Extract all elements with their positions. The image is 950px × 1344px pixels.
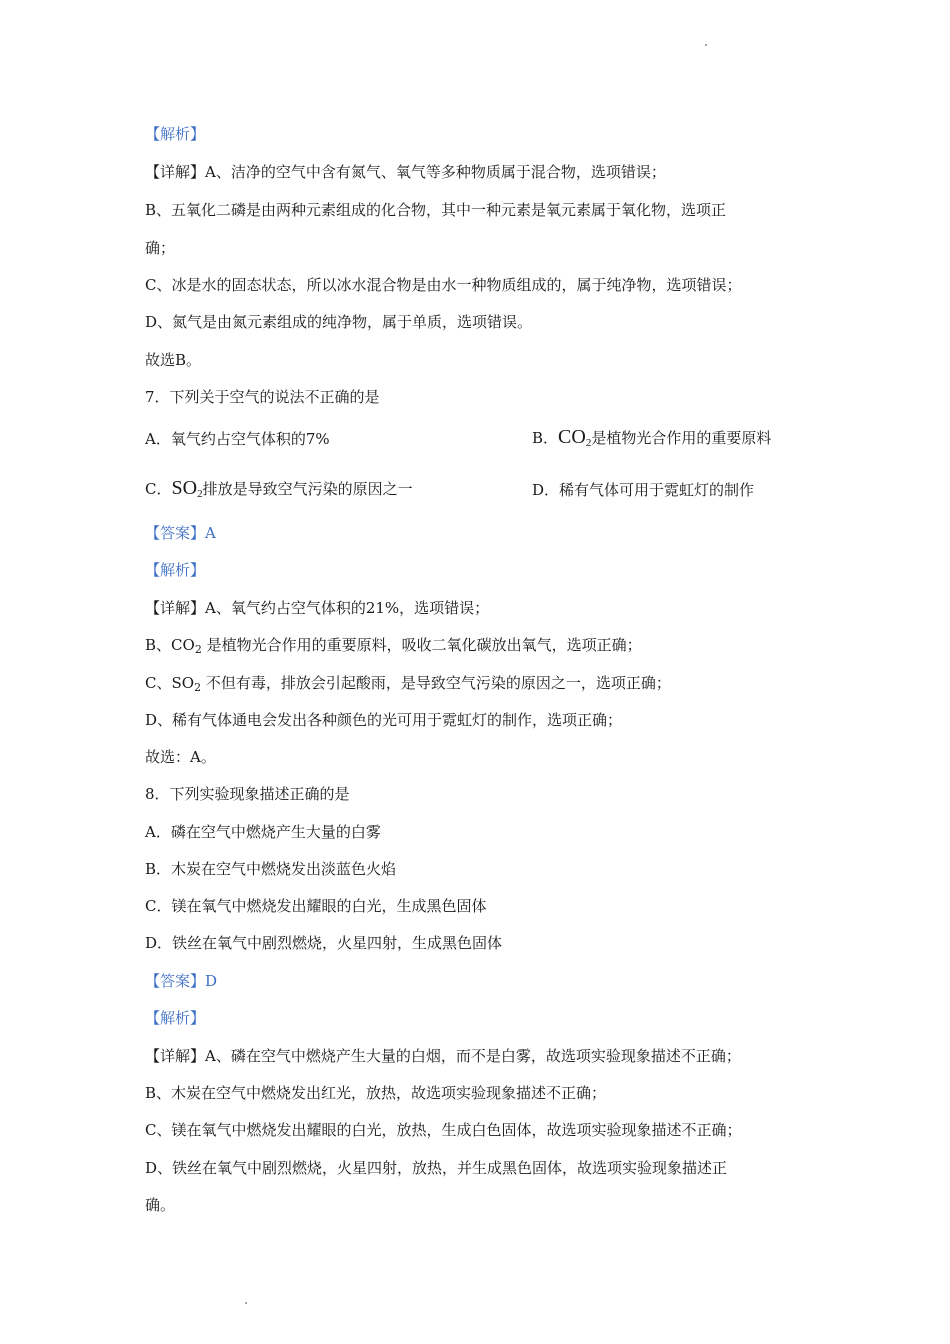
detail-8-c: C、镁在氧气中燃烧发出耀眼的白光，放热，生成白色固体，故选项实验现象描述不正确； — [145, 1121, 742, 1139]
question-7-stem: 7．下列关于空气的说法不正确的是 — [145, 388, 380, 406]
option-b-text: 是植物光合作用的重要原料 — [591, 429, 772, 447]
question-8-option-a: A．磷在空气中燃烧产生大量的白雾 — [145, 823, 381, 841]
detail-7-c: C、$SO_2$ 不但有毒，排放会引起酸雨，是导致空气污染的原因之一，选项正确； — [145, 674, 671, 694]
jiexi-label-7: 【解析】 — [145, 561, 206, 579]
question-8-option-b: B．木炭在空气中燃烧发出淡蓝色火焰 — [145, 860, 397, 878]
option-c-label: C． — [145, 480, 172, 498]
conclusion-7: 故选：A。 — [145, 748, 216, 766]
detail-7-d: D、稀有气体通电会发出各种颜色的光可用于霓虹灯的制作，选项正确； — [145, 711, 623, 729]
detail-8-a: 【详解】A、磷在空气中燃烧产生大量的白烟，而不是白雾，故选项实验现象描述不正确； — [145, 1047, 741, 1065]
detail-6-c: C、冰是水的固态状态，所以冰水混合物是由水一种物质组成的，属于纯净物，选项错误； — [145, 276, 742, 294]
question-8-stem: 8．下列实验现象描述正确的是 — [145, 785, 350, 803]
detail-6-a: 【详解】A、洁净的空气中含有氮气、氧气等多种物质属于混合物，选项错误； — [145, 163, 666, 181]
co2-formula: $CO_2$ — [558, 426, 592, 449]
page-dot-bottom — [245, 1302, 247, 1304]
jiexi-label-6: 【解析】 — [145, 125, 206, 143]
question-7-option-a: A．氧气约占空气体积的7% — [145, 430, 330, 448]
conclusion-6: 故选B。 — [145, 351, 202, 369]
detail-8-d: D、铁丝在氧气中剧烈燃烧，火星四射，放热，并生成黑色固体，故选项实验现象描述正 — [145, 1159, 728, 1177]
page-dot-top — [705, 44, 707, 46]
detail-6-b-cont: 确； — [145, 239, 176, 257]
detail-8-b: B、木炭在空气中燃烧发出红光，放热，故选项实验现象描述不正确； — [145, 1084, 607, 1102]
so2-formula: $SO_2$ — [171, 477, 203, 500]
option-b-label: B． — [532, 429, 559, 447]
question-8-option-c: C．镁在氧气中燃烧发出耀眼的白光，生成黑色固体 — [145, 897, 487, 915]
question-7-option-c — [145, 478, 413, 504]
detail-7-b: B、$CO_2$ 是植物光合作用的重要原料，吸收二氧化碳放出氧气，选项正确； — [145, 636, 642, 656]
jiexi-label-8: 【解析】 — [145, 1009, 206, 1027]
question-8-option-d: D．铁丝在氧气中剧烈燃烧，火星四射，生成黑色固体 — [145, 934, 503, 952]
detail-7-a: 【详解】A、氧气约占空气体积的21%，选项错误； — [145, 599, 490, 617]
detail-6-b: B、五氧化二磷是由两种元素组成的化合物，其中一种元素是氧元素属于氧化物，选项正 — [145, 201, 727, 219]
question-7-option-b — [532, 427, 771, 453]
detail-8-d-cont: 确。 — [145, 1196, 176, 1214]
option-c-text: 排放是导致空气污染的原因之一 — [202, 480, 413, 498]
detail-6-d: D、氮气是由氮元素组成的纯净物，属于单质，选项错误。 — [145, 313, 533, 331]
answer-8: 【答案】D — [145, 972, 218, 990]
question-7-option-d: D．稀有气体可用于霓虹灯的制作 — [532, 481, 755, 499]
answer-7: 【答案】A — [145, 524, 216, 542]
